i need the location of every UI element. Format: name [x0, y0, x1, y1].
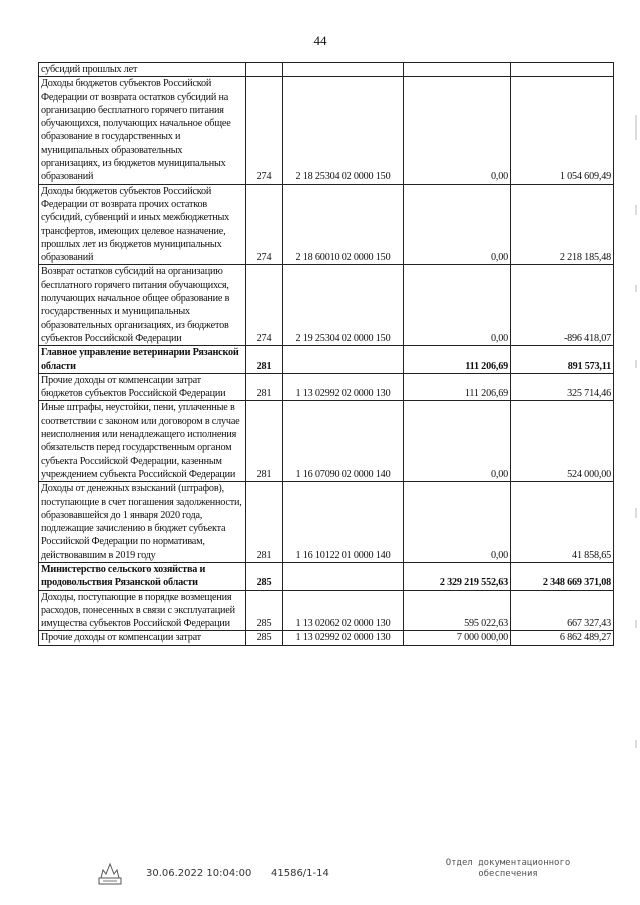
row-kbk: 2 18 25304 02 0000 150	[283, 77, 404, 184]
row-code: 285	[246, 590, 283, 631]
row-name: Доходы, поступающие в порядке возмещения расходов, понесенных в связи с эксплуатацией имущества субъектов Российской Федерации	[39, 590, 246, 631]
row-plan: 0,00	[404, 77, 511, 184]
row-code: 281	[246, 401, 283, 482]
row-exec: 1 054 609,49	[511, 77, 614, 184]
row-kbk: 2 18 60010 02 0000 150	[283, 184, 404, 265]
row-name: Прочие доходы от компенсации затрат бюджетов субъектов Российской Федерации	[39, 373, 246, 401]
footer-date: 30.06.2022 10:04:00	[146, 868, 252, 879]
row-kbk: 1 13 02992 02 0000 130	[283, 373, 404, 401]
row-kbk: 2 19 25304 02 0000 150	[283, 265, 404, 346]
row-plan: 0,00	[404, 482, 511, 563]
row-name: Доходы от денежных взысканий (штрафов), поступающие в счет погашения задолженности, образовавшейся до 1 января 2020 года, подлежащие зачислению в бюджет субъекта Российской Федерации по нормативам, действовавшим в 2019 году	[39, 482, 246, 563]
row-kbk	[283, 63, 404, 77]
row-plan: 111 206,69	[404, 373, 511, 401]
row-plan: 2 329 219 552,63	[404, 562, 511, 590]
row-kbk	[283, 346, 404, 374]
row-plan	[404, 63, 511, 77]
row-kbk	[283, 562, 404, 590]
row-plan: 0,00	[404, 265, 511, 346]
row-name: Возврат остатков субсидий на организацию бесплатного горячего питания обучающихся, получающих начальное общее образование в государственных и муниципальных образовательных организациях, из бюджетов субъектов Российской Федерации	[39, 265, 246, 346]
footer-department-line2: обеспечения	[478, 869, 538, 879]
row-plan: 595 022,63	[404, 590, 511, 631]
row-code: 274	[246, 77, 283, 184]
row-code: 274	[246, 184, 283, 265]
row-plan: 0,00	[404, 401, 511, 482]
row-plan: 7 000 000,00	[404, 631, 511, 645]
table-row	[39, 265, 614, 346]
revenue-table	[38, 62, 614, 646]
row-exec: 325 714,46	[511, 373, 614, 401]
row-kbk: 1 13 02992 02 0000 130	[283, 631, 404, 645]
row-kbk: 1 16 10122 01 0000 140	[283, 482, 404, 563]
page-number: 44	[313, 33, 327, 48]
table-row	[39, 631, 614, 645]
row-name: Министерство сельского хозяйства и продовольствия Рязанской области	[39, 562, 246, 590]
row-exec: 41 858,65	[511, 482, 614, 563]
row-name: Иные штрафы, неустойки, пени, уплаченные в соответствии с законом или договором в случае неисполнения или ненадлежащего исполнения обязательств перед государственным органом субъекта Российской Федерации, казенным учреждением субъекта Российской Федерации	[39, 401, 246, 482]
coat-of-arms-icon	[95, 858, 125, 888]
row-exec: 6 862 489,27	[511, 631, 614, 645]
table-row	[39, 482, 614, 563]
table-row	[39, 401, 614, 482]
row-name: субсидий прошлых лет	[39, 63, 246, 77]
footer-department-line1: Отдел документационного	[445, 858, 571, 868]
row-exec	[511, 63, 614, 77]
table-row	[39, 184, 614, 265]
row-exec: 891 573,11	[511, 346, 614, 374]
table-row	[39, 63, 614, 77]
row-code: 281	[246, 482, 283, 563]
document-footer	[0, 858, 640, 898]
row-code: 274	[246, 265, 283, 346]
row-name: Доходы бюджетов субъектов Российской Федерации от возврата остатков субсидий на организацию бесплатного горячего питания обучающихся, получающих начальное общее образование в государственных и муниципальных образовательных организациях, из бюджетов муниципальных образований	[39, 77, 246, 184]
row-code: 285	[246, 631, 283, 645]
row-exec: 2 348 669 371,08	[511, 562, 614, 590]
margin-marks	[626, 0, 640, 905]
row-exec: 667 327,43	[511, 590, 614, 631]
row-plan: 111 206,69	[404, 346, 511, 374]
row-name: Прочие доходы от компенсации затрат	[39, 631, 246, 645]
row-code	[246, 63, 283, 77]
footer-reg-number: 41586/1-14	[271, 868, 329, 879]
row-name: Доходы бюджетов субъектов Российской Федерации от возврата прочих остатков субсидий, субвенций и иных межбюджетных трансфертов, имеющих целевое назначение, прошлых лет из бюджетов муниципальных образований	[39, 184, 246, 265]
table-row	[39, 77, 614, 184]
row-kbk: 1 13 02062 02 0000 130	[283, 590, 404, 631]
row-exec: -896 418,07	[511, 265, 614, 346]
table-row	[39, 346, 614, 374]
row-exec: 2 218 185,48	[511, 184, 614, 265]
row-exec: 524 000,00	[511, 401, 614, 482]
footer-department	[438, 858, 578, 880]
row-code: 281	[246, 373, 283, 401]
row-name: Главное управление ветеринарии Рязанской области	[39, 346, 246, 374]
table-row	[39, 373, 614, 401]
table-row	[39, 590, 614, 631]
row-code: 281	[246, 346, 283, 374]
table-row	[39, 562, 614, 590]
row-plan: 0,00	[404, 184, 511, 265]
row-kbk: 1 16 07090 02 0000 140	[283, 401, 404, 482]
row-code: 285	[246, 562, 283, 590]
